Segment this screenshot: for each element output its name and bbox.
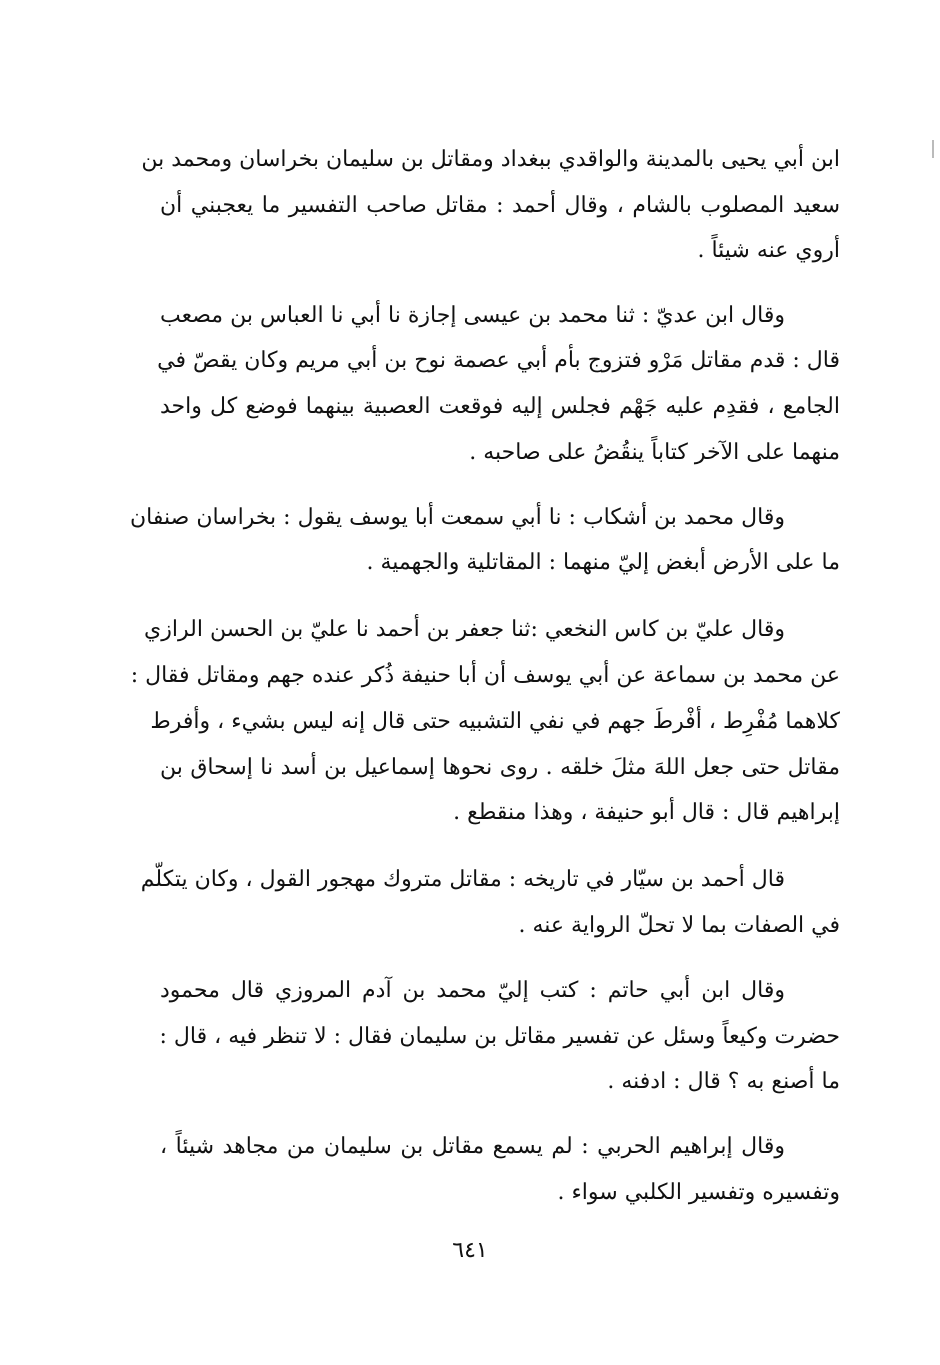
paragraph-4-line-4: مقاتل حتى جعل اللهَ مثلَ خلقه . روى نحوها إسماعيل بن أسد نا إسحاق بن [160, 755, 840, 780]
paragraph-6-line-1: وقال ابن أبي حاتم : كتب إليّ محمد بن آدم المروزي قال محمود [160, 978, 785, 1003]
scan-edge-mark [932, 140, 934, 158]
paragraph-3-line-2: ما على الأرض أبغض إليّ منهما : المقاتلية والجهمية . [366, 550, 840, 575]
paragraph-4-line-3: كلاهما مُفْرِط ، أفْرطَ جهم في نفي التشبيه حتى قال إنه ليس بشيء ، وأفرط [150, 709, 840, 734]
paragraph-4-line-1: وقال عليّ بن كاس النخعي :ثنا جعفر بن أحمد نا عليّ بن الحسن الرازي [144, 617, 785, 642]
paragraph-4-line-5: إبراهيم قال : قال أبو حنيفة ، وهذا منقطع . [453, 800, 840, 825]
paragraph-1-line-1: ابن أبي يحيى بالمدينة والواقدي ببغداد ومقاتل بن سليمان بخراسان ومحمد بن [141, 147, 840, 172]
paragraph-6-line-3: ما أصنع به ؟ قال : ادفنه . [607, 1069, 840, 1094]
paragraph-1-line-3: أروي عنه شيئاً . [697, 238, 840, 263]
paragraph-4-line-2: عن محمد بن سماعة عن أبي يوسف أن أبا حنيفة ذُكر عنده جهم ومقاتل فقال : [130, 663, 840, 688]
paragraph-7-line-2: وتفسيره وتفسير الكلبي سواء . [557, 1180, 840, 1205]
paragraph-3-line-1: وقال محمد بن أشكاب : نا أبي سمعت أبا يوسف يقول : بخراسان صنفان [130, 505, 785, 530]
paragraph-2-line-4: منهما على الآخر كتاباً ينقُضُ على صاحبه . [469, 440, 840, 465]
paragraph-6-line-2: حضرت وكيعاً وسئل عن تفسير مقاتل بن سليمان فقال : لا تنظر فيه ، قال : [159, 1024, 840, 1049]
paragraph-2-line-1: وقال ابن عديّ : ثنا محمد بن عيسى إجازة نا أبي نا العباس بن مصعب [160, 303, 785, 328]
paragraph-2-line-2: قال : قدم مقاتل مَرْو فتزوج بأم أبي عصمة نوح بن أبي مريم وكان يقصّ في [157, 348, 840, 373]
paragraph-5-line-1: قال أحمد بن سيّار في تاريخه : مقاتل متروك مهجور القول ، وكان يتكلّم [140, 867, 785, 892]
paragraph-1-line-2: سعيد المصلوب بالشام ، وقال أحمد : مقاتل صاحب التفسير ما يعجبني أن [160, 193, 840, 218]
paragraph-7-line-1: وقال إبراهيم الحربي : لم يسمع مقاتل بن سليمان من مجاهد شيئاً ، [160, 1134, 785, 1159]
paragraph-2-line-3: الجامع ، فقدِم عليه جَهْم فجلس إليه فوقعت العصبية بينهما فوضع كل واحد [160, 394, 840, 419]
paragraph-5-line-2: في الصفات بما لا تحلّ الرواية عنه . [518, 913, 840, 938]
page-number: ٦٤١ [452, 1238, 488, 1263]
